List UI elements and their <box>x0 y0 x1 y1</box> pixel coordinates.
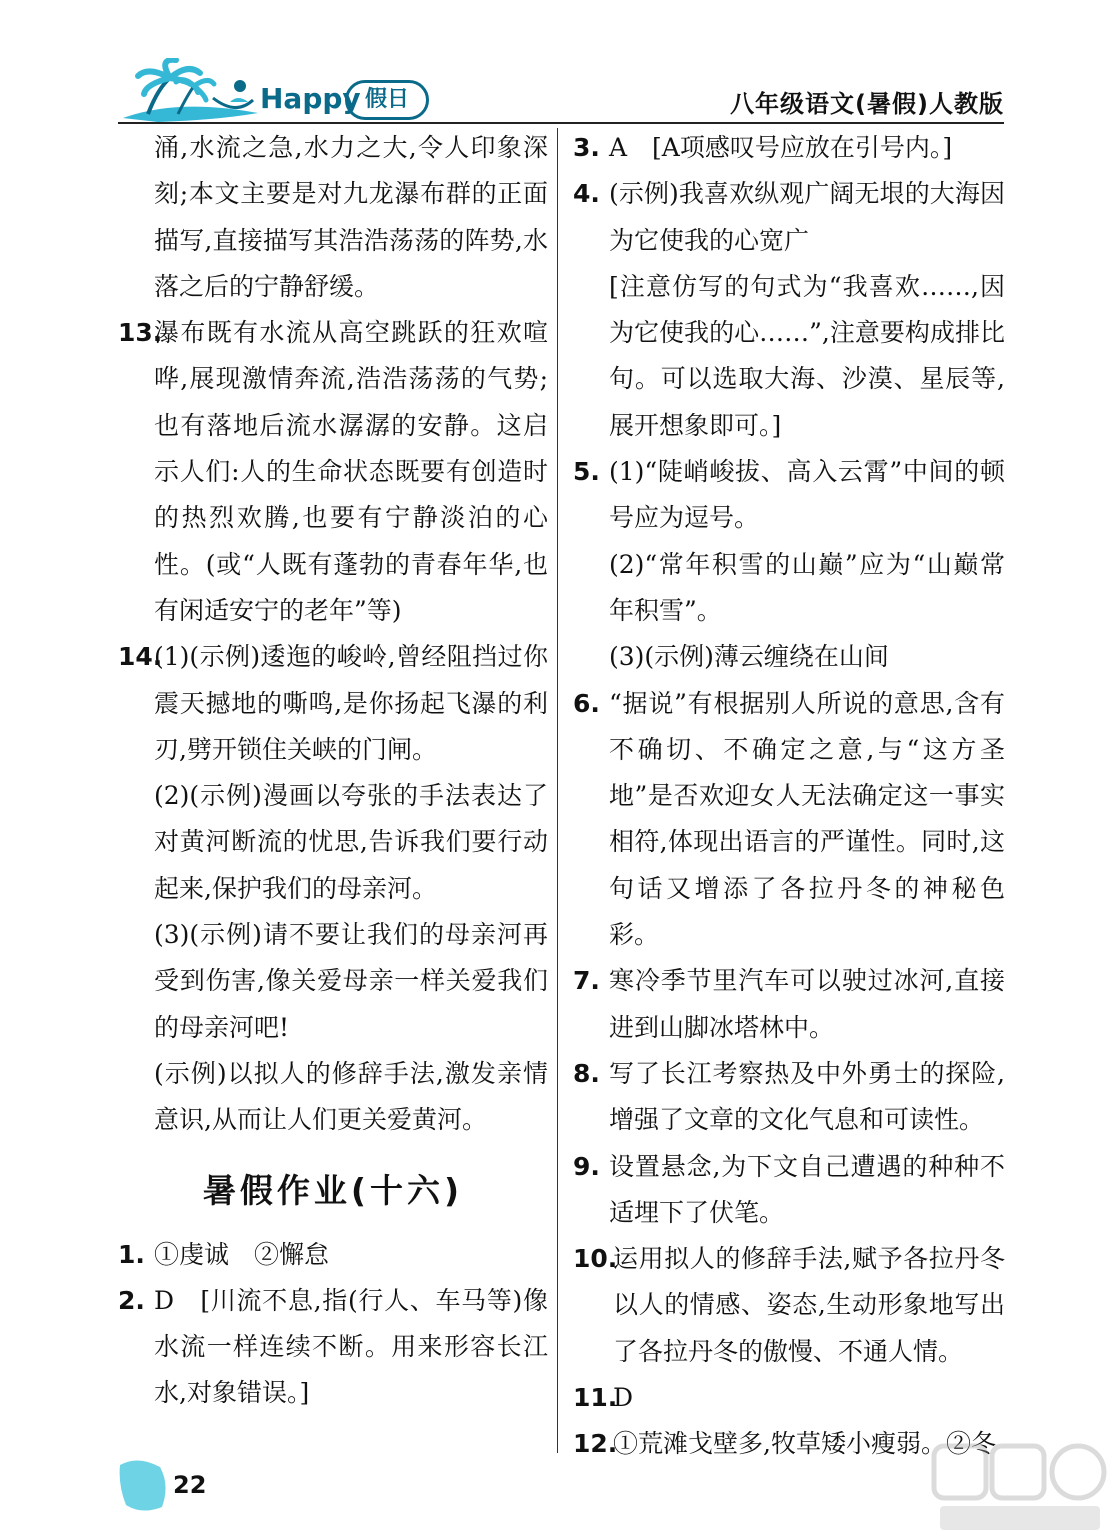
answer-13 <box>118 310 548 634</box>
logo-holiday-badge: 假日 <box>345 80 429 120</box>
answer-3 <box>573 125 1005 171</box>
answer-5 <box>573 449 1005 680</box>
answer-10 <box>573 1236 1005 1375</box>
answer-text: D [川流不息,指(行人、车马等)像水流一样连续不断。用来形容长江水,对象错误。] <box>154 1285 548 1408</box>
question-number: 14. <box>118 642 163 672</box>
question-number: 6. <box>573 688 600 718</box>
answer-text: ①荒滩戈壁多,牧草矮小瘦弱。②冬 <box>613 1429 996 1459</box>
answer-text: 设置悬念,为下文自己遭遇的种种不适埋下了伏笔。 <box>609 1151 1005 1227</box>
question-number: 3. <box>573 133 600 162</box>
answer-6 <box>573 681 1005 959</box>
question-number: 11. <box>573 1383 618 1413</box>
answer-part-1: (1)“陡峭峻拔、高入云霄”中间的顿号应为逗号。 <box>609 457 1005 533</box>
answer-part-3: (3)(示例)请不要让我们的母亲河再受到伤害,像关爱母亲一样关爱我们的母亲河吧! <box>154 920 548 1042</box>
question-number: 10. <box>573 1244 618 1274</box>
book-edition-label: 八年级语文(暑假)人教版 <box>730 90 1004 118</box>
question-number: 12. <box>573 1429 618 1459</box>
answer-note: [注意仿写的句式为“我喜欢……,因为它使我的心……”,注意要构成排比句。可以选取大海、沙漠、星辰等,展开想象即可。] <box>609 271 1005 440</box>
section-title: 暑假作业(十六) <box>202 1170 464 1210</box>
answer-text: 寒冷季节里汽车可以驶过冰河,直接进到山脚冰塔林中。 <box>609 966 1005 1042</box>
answer-text: 写了长江考察热及中外勇士的探险,增强了文章的文化气息和可读性。 <box>609 1058 1005 1135</box>
page-header <box>0 0 1116 125</box>
question-number: 9. <box>573 1151 600 1181</box>
answer-11 <box>573 1375 1005 1421</box>
answer-text: D <box>613 1383 634 1413</box>
question-number: 1. <box>118 1239 145 1269</box>
answer-12-continued: 涌,水流之急,水力之大,令人印象深刻;本文主要是对九龙瀑布群的正面描写,直接描写其浩浩荡荡的阵势,水落之后的宁静舒缓。 <box>154 133 548 301</box>
question-number: 5. <box>573 457 600 487</box>
answer-part-1: (1)(示例)逶迤的峻岭,曾经阻挡过你震天撼地的嘶鸣,是你扬起飞瀑的利刃,劈开锁住关峡的门闸。 <box>154 642 548 764</box>
header-rule <box>118 122 1004 124</box>
answer-text: 瀑布既有水流从高空跳跃的狂欢喧哗,展现激情奔流,浩浩荡荡的气势;也有落地后流水潺潺的安静。这启示人们:人的生命状态既要有创造时的热烈欢腾,也要有宁静淡泊的心性。(或“人既有蓬勃的青春年华,也有闲适安宁的老年”等) <box>154 318 548 625</box>
question-number: 13. <box>118 318 163 348</box>
answer-text: ①虔诚 ②懈怠 <box>154 1239 330 1269</box>
logo-happy-text: Happy <box>260 82 361 115</box>
answer-2 <box>118 1278 548 1417</box>
answer-7 <box>573 958 1005 1051</box>
answer-1 <box>118 1232 548 1278</box>
answer-part-2: (2)(示例)漫画以夸张的手法表达了对黄河断流的忧思,告诉我们要行动起来,保护我们的母亲河。 <box>154 781 548 903</box>
column-divider <box>557 128 558 1453</box>
answer-4 <box>573 171 1005 449</box>
hammock-figure-icon <box>213 80 253 108</box>
answer-part-2: (2)“常年积雪的山巅”应为“山巅常年积雪”。 <box>609 549 1005 625</box>
answer-14 <box>118 634 548 1143</box>
answer-9 <box>573 1144 1005 1237</box>
answer-8 <box>573 1051 1005 1144</box>
question-number: 8. <box>573 1058 600 1088</box>
answer-text: A [A项感叹号应放在引号内。] <box>609 133 953 162</box>
question-number: 7. <box>573 966 600 996</box>
answer-text: 运用拟人的修辞手法,赋予各拉丹冬以人的情感、姿态,生动形象地写出了各拉丹冬的傲慢、不通人情。 <box>613 1244 1005 1366</box>
left-column <box>118 125 548 1417</box>
page-number: 22 <box>173 1471 207 1499</box>
page-footer <box>118 1455 258 1515</box>
answer-text: (示例)我喜欢纵观广阔无垠的大海因为它使我的心宽广 <box>609 179 1005 255</box>
answer-part-4: (示例)以拟人的修辞手法,激发亲情意识,从而让人们更关爱黄河。 <box>154 1058 548 1135</box>
question-number: 4. <box>573 179 600 209</box>
answer-text: “据说”有根据别人所说的意思,含有不确切、不确定之意,与“这方圣地”是否欢迎女人无法确定这一事实相符,体现出语言的严谨性。同时,这句话又增添了各拉丹冬的神秘色彩。 <box>609 688 1005 950</box>
answer-part-3: (3)(示例)薄云缠绕在山间 <box>609 642 889 672</box>
watermark-logo <box>930 1440 1110 1536</box>
right-column <box>573 125 1005 1468</box>
question-number: 2. <box>118 1285 145 1315</box>
